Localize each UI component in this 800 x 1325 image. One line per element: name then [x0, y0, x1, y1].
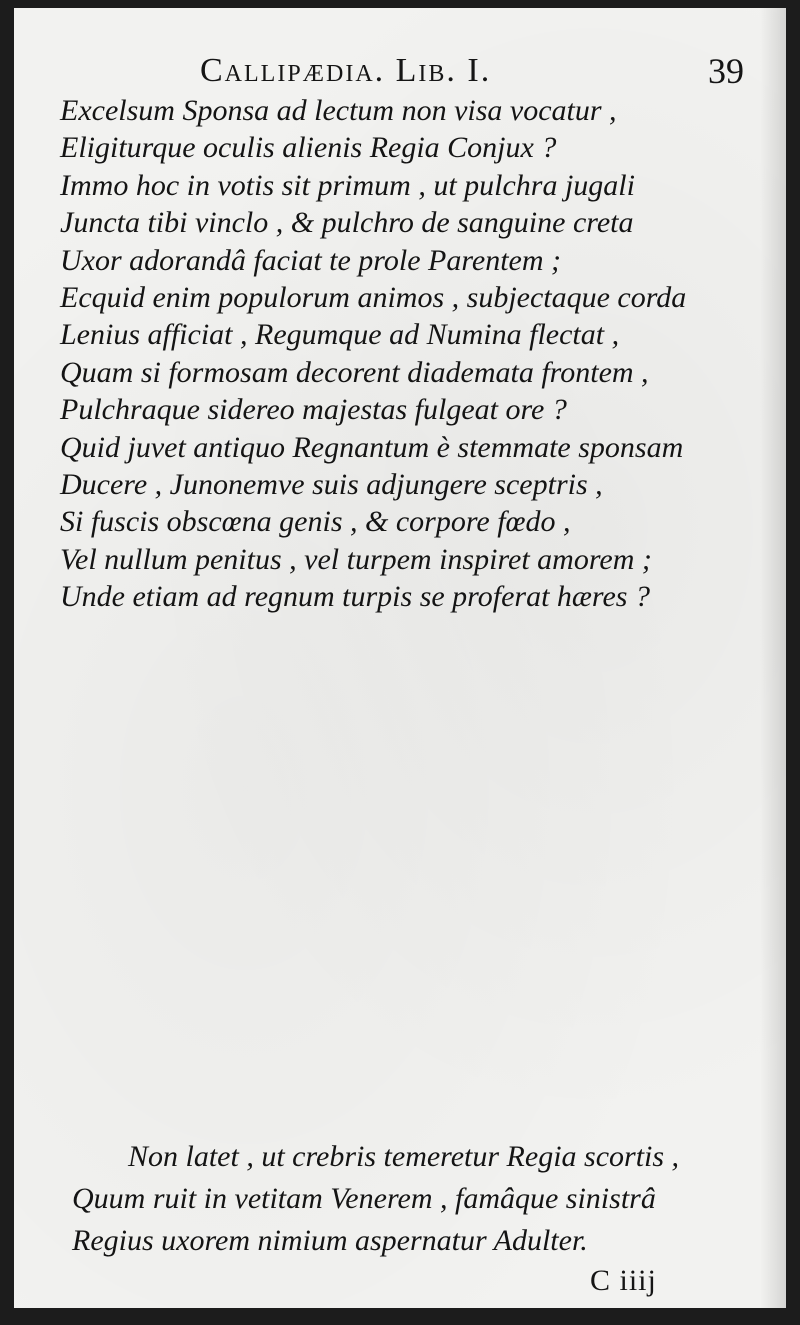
verse-line: Vel nullum penitus , vel turpem inspiret amorem ; — [60, 542, 652, 576]
verse-line: Ecquid enim populorum animos , subjectaque corda — [60, 281, 687, 315]
verse-line: Excelsum Sponsa ad lectum non visa vocatur , — [60, 94, 617, 127]
verse-line: Ducere , Junonemve suis adjungere sceptris , — [60, 468, 603, 502]
closing-verse-line: Regius uxorem nimium aspernatur Adulter. — [72, 1224, 588, 1257]
verse-block — [60, 92, 686, 616]
running-title: Callipædia. Lib. I. — [200, 52, 492, 89]
verse-line: Lenius afficiat , Regumque ad Numina flectat , — [60, 318, 620, 352]
verse-line: Si fuscis obscœna genis , & corpore fœdo , — [60, 505, 571, 539]
verse-line: Uxor adorandâ faciat te prole Parentem ; — [60, 243, 562, 277]
verse-line: Immo hoc in votis sit primum , ut pulchra jugali — [60, 168, 635, 202]
verse-line: Unde etiam ad regnum turpis se proferat hæres ? — [60, 580, 650, 614]
page-edge-shadow — [760, 8, 786, 1308]
book-page — [14, 8, 786, 1308]
verse-line: Eligiturque oculis alienis Regia Conjux ? — [60, 131, 557, 165]
verse-line: Juncta tibi vinclo , & pulchro de sanguine creta — [60, 206, 634, 240]
closing-verse-block — [72, 1136, 679, 1262]
verse-line: Pulchraque sidereo majestas fulgeat ore ? — [60, 393, 567, 427]
verse-line: Quam si formosam decorent diademata frontem , — [60, 355, 649, 389]
verse-line: Quid juvet antiquo Regnantum è stemmate sponsam — [60, 430, 684, 464]
closing-verse-line: Quum ruit in vetitam Venerem , famâque sinistrâ — [72, 1182, 656, 1215]
signature-mark: C iiij — [590, 1264, 657, 1297]
page-header — [14, 52, 786, 92]
page-number: 39 — [708, 51, 744, 91]
closing-verse-line: Non latet , ut crebris temeretur Regia scortis , — [128, 1140, 680, 1173]
